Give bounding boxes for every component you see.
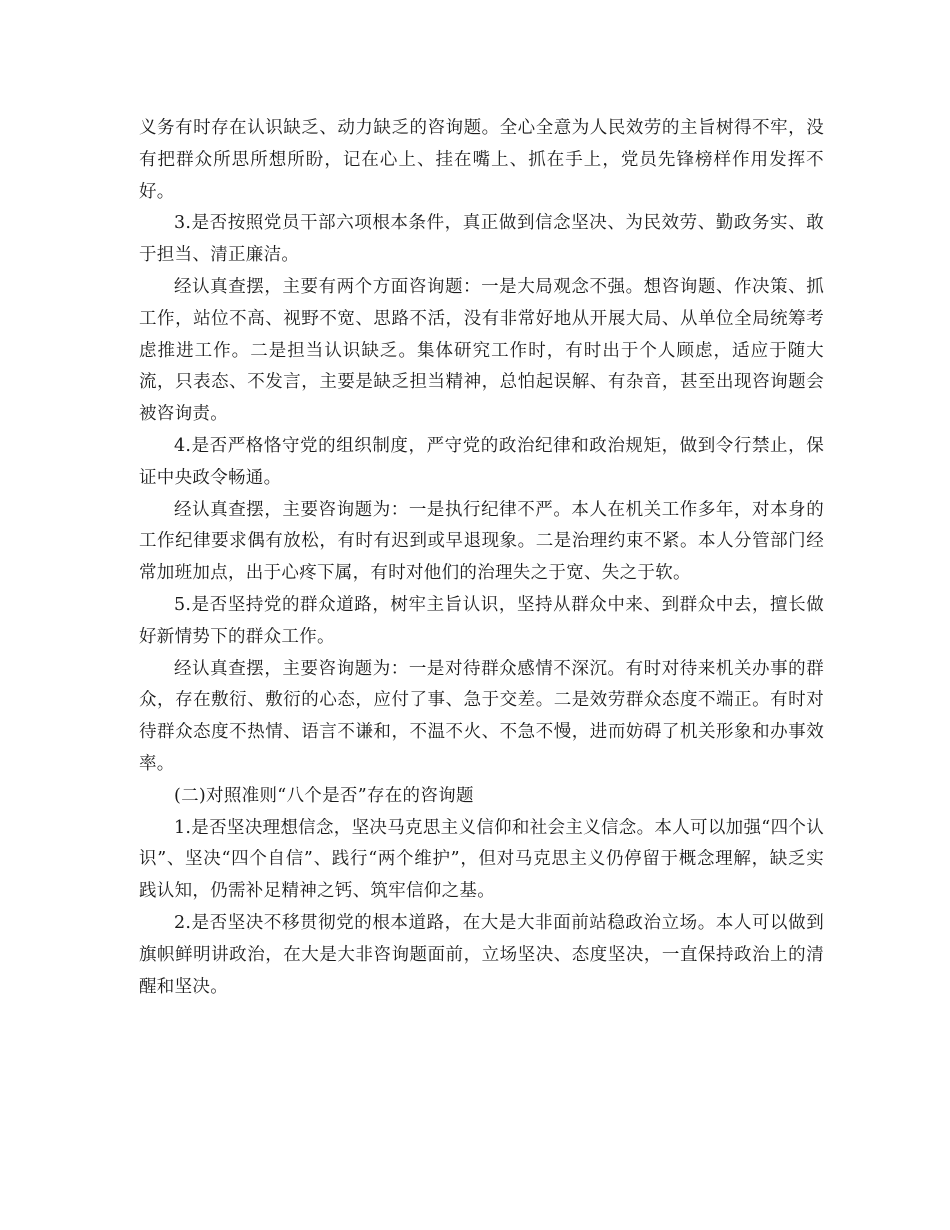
paragraph-item-3-findings: 经认真查摆，主要有两个方面咨询题：一是大局观念不强。想咨询题、作决策、抓工作，站位不高、视野不宽、思路不活，没有非常好地从开展大局、从单位全局统筹考虑推进工作。二是担当认识缺乏。集体研究工作时，有时出于个人顾虑，适应于随大流，只表态、不发言，主要是缺乏担当精神，总怕起误解、有杂音，甚至出现咨询题会被咨询责。 [139, 276, 824, 425]
paragraph-item-4: 4.是否严格恪守党的组织制度，严守党的政治纪律和政治规矩，做到令行禁止，保证中央政令畅通。 [139, 435, 824, 488]
paragraph-item-3: 3.是否按照党员干部六项根本条件，真正做到信念坚决、为民效劳、勤政务实、敢于担当、清正廉洁。 [139, 213, 824, 266]
section-heading: (二)对照准则“八个是否”存在的咨询题 [174, 785, 474, 806]
document-body [139, 113, 824, 1003]
paragraph-item-5-findings: 经认真查摆，主要咨询题为：一是对待群众感情不深沉。有时对待来机关办事的群众，存在敷衍、敷衍的心态，应付了事、急于交差。二是效劳群众态度不端正。有时对待群众态度不热情、语言不谦和，不温不火、不急不慢，进而妨碍了机关形象和办事效率。 [139, 658, 824, 774]
paragraph-item-5: 5.是否坚持党的群众道路，树牢主旨认识，坚持从群众中来、到群众中去，擅长做好新情势下的群众工作。 [139, 594, 824, 647]
paragraph-section-item-1: 1.是否坚决理想信念，坚决马克思主义信仰和社会主义信念。本人可以加强“四个认识”、坚决“四个自信”、践行“两个维护”，但对马克思主义仍停留于概念理解，缺乏实践认知，仍需补足精神之钙、筑牢信仰之基。 [139, 817, 824, 902]
paragraph-continuation: 义务有时存在认识缺乏、动力缺乏的咨询题。全心全意为人民效劳的主旨树得不牢，没有把群众所思所想所盼，记在心上、挂在嘴上、抓在手上，党员先锋榜样作用发挥不好。 [139, 118, 824, 202]
paragraph-section-item-2: 2.是否坚决不移贯彻党的根本道路，在大是大非面前站稳政治立场。本人可以做到旗帜鲜明讲政治，在大是大非咨询题面前，立场坚决、态度坚决，一直保持政治上的清醒和坚决。 [139, 912, 824, 997]
paragraph-item-4-findings: 经认真查摆，主要咨询题为：一是执行纪律不严。本人在机关工作多年，对本身的工作纪律要求偶有放松，有时有迟到或早退现象。二是治理约束不紧。本人分管部门经常加班加点，出于心疼下属，有时对他们的治理失之于宽、失之于软。 [139, 499, 824, 584]
